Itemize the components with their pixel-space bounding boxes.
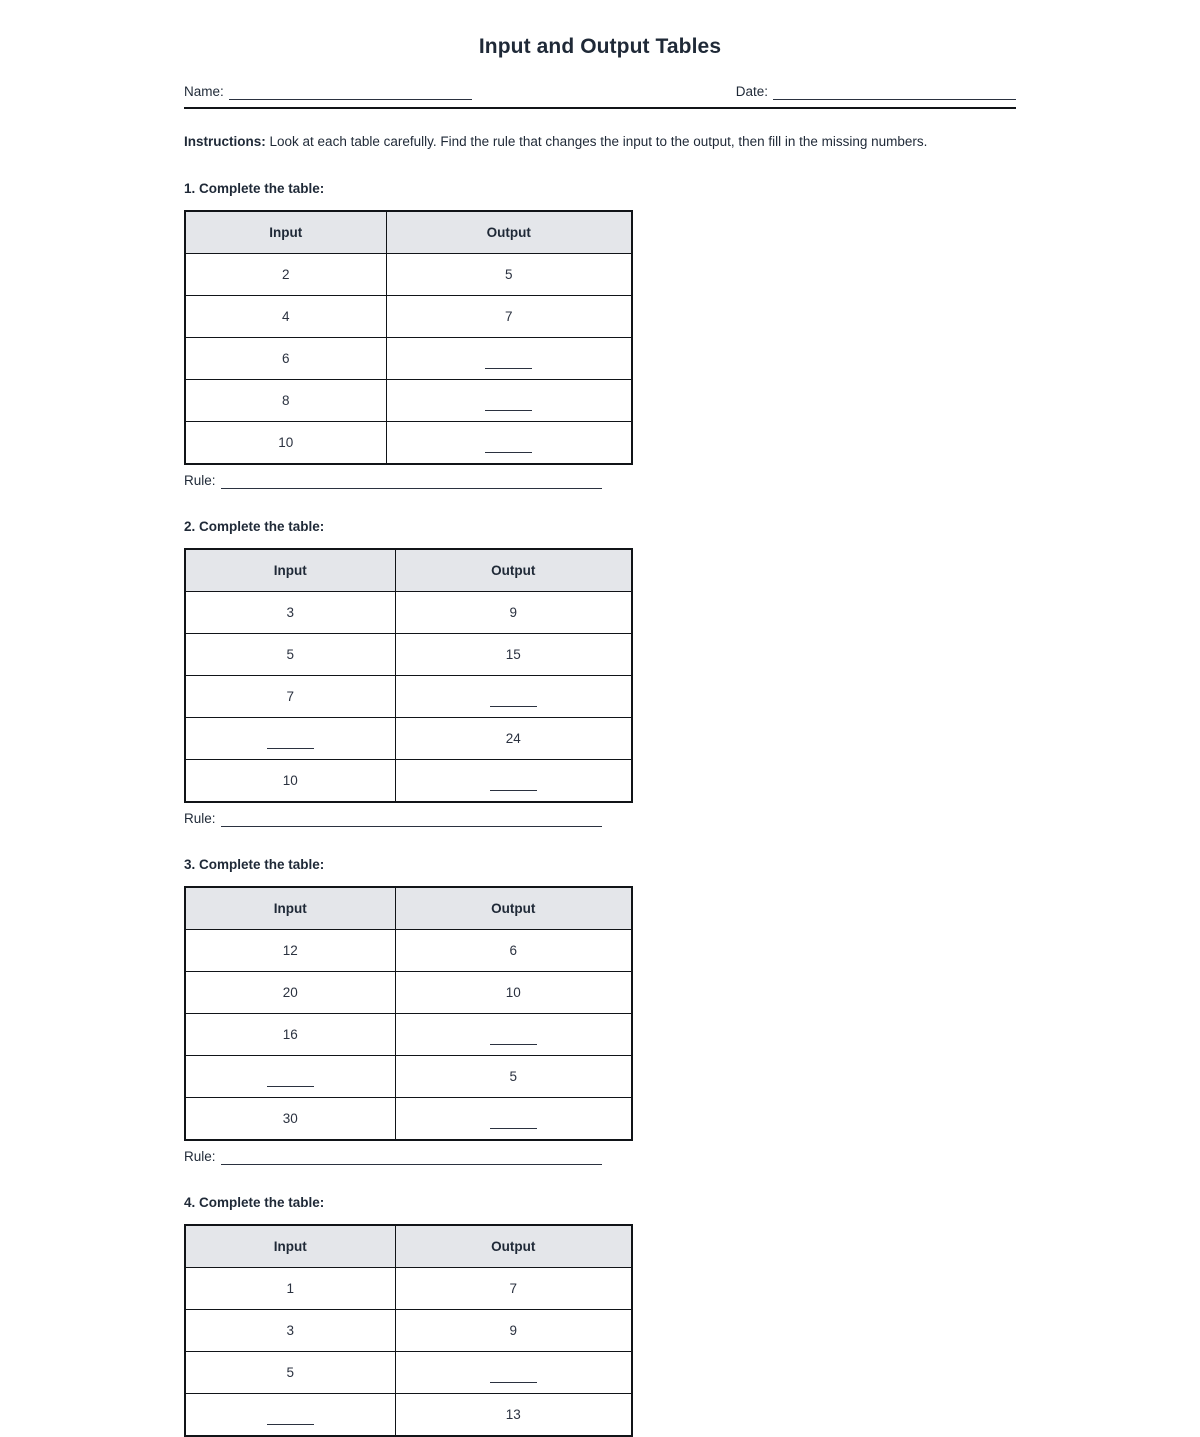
instructions-label: Instructions: [184, 134, 266, 149]
output-value: 15 [505, 647, 521, 662]
table-header-row [185, 211, 632, 254]
table-row [185, 718, 632, 760]
problem-2-rule-row [184, 811, 1016, 827]
table-row [185, 1310, 632, 1352]
table-row [185, 972, 632, 1014]
input-cell[interactable] [185, 592, 395, 634]
output-cell[interactable] [395, 718, 632, 760]
output-cell[interactable] [386, 380, 632, 422]
input-cell[interactable] [185, 380, 386, 422]
problem-1 [184, 180, 1016, 489]
table-row [185, 1098, 632, 1141]
column-header-input: Input [185, 549, 395, 592]
column-header-input: Input [185, 887, 395, 930]
input-cell[interactable] [185, 296, 386, 338]
input-cell[interactable] [185, 1056, 395, 1098]
output-cell[interactable] [395, 676, 632, 718]
problem-2-heading: 2. Complete the table: [184, 519, 325, 534]
output-cell[interactable] [395, 1310, 632, 1352]
input-value: 4 [281, 309, 290, 324]
input-value: 6 [281, 351, 290, 366]
input-value: 10 [278, 435, 294, 450]
input-value: 5 [286, 1365, 294, 1380]
problem-4 [184, 1194, 1016, 1437]
header-divider [184, 107, 1016, 109]
column-header-output: Output [395, 887, 632, 930]
output-cell[interactable] [395, 634, 632, 676]
input-cell[interactable] [185, 1352, 395, 1394]
input-cell[interactable] [185, 972, 395, 1014]
input-value: 3 [286, 1323, 294, 1338]
output-cell[interactable] [395, 760, 632, 803]
problem-4-heading: 4. Complete the table: [184, 1195, 325, 1210]
page-title: Input and Output Tables [478, 35, 722, 58]
output-cell[interactable] [395, 1268, 632, 1310]
answer-blank[interactable] [485, 452, 532, 453]
column-header-output: Output [386, 211, 632, 254]
problem-2 [184, 518, 1016, 827]
problem-3 [184, 856, 1016, 1165]
instructions [184, 133, 1016, 151]
table-header-row [185, 887, 632, 930]
output-cell[interactable] [386, 338, 632, 380]
column-header-input: Input [185, 211, 386, 254]
answer-blank[interactable] [490, 1128, 537, 1129]
table-row [185, 1056, 632, 1098]
input-value: 8 [281, 393, 290, 408]
output-value: 6 [509, 943, 517, 958]
input-cell[interactable] [185, 1014, 395, 1056]
problem-1-heading: 1. Complete the table: [184, 181, 325, 196]
answer-blank[interactable] [490, 790, 537, 791]
input-cell[interactable] [185, 634, 395, 676]
rule-input[interactable] [221, 474, 602, 489]
column-header-input: Input [185, 1225, 395, 1268]
rule-label: Rule: [184, 473, 216, 488]
input-value: 7 [286, 689, 294, 704]
output-cell[interactable] [395, 1014, 632, 1056]
date-label: Date: [735, 84, 768, 99]
table-header-row [185, 1225, 632, 1268]
output-cell[interactable] [395, 930, 632, 972]
output-value: 13 [505, 1407, 521, 1422]
output-cell[interactable] [395, 1352, 632, 1394]
output-value: 7 [509, 1281, 517, 1296]
problem-3-heading: 3. Complete the table: [184, 857, 325, 872]
rule-input[interactable] [221, 1150, 602, 1165]
output-cell[interactable] [395, 592, 632, 634]
table-row [185, 296, 632, 338]
name-field-group [184, 84, 472, 100]
table-row [185, 422, 632, 465]
answer-blank[interactable] [267, 748, 314, 749]
column-header-output: Output [395, 1225, 632, 1268]
table-row [185, 1268, 632, 1310]
input-value: 5 [286, 647, 294, 662]
date-input[interactable] [773, 85, 1016, 100]
answer-blank[interactable] [490, 706, 537, 707]
problem-3-rule-row [184, 1149, 1016, 1165]
table-row [185, 254, 632, 296]
table-header-row [185, 549, 632, 592]
table-row [185, 676, 632, 718]
table-row [185, 930, 632, 972]
input-value: 12 [282, 943, 298, 958]
input-cell[interactable] [185, 1310, 395, 1352]
name-input[interactable] [229, 85, 472, 100]
input-value: 30 [282, 1111, 298, 1126]
rule-label: Rule: [184, 1149, 216, 1164]
table-row [185, 338, 632, 380]
table-row [185, 380, 632, 422]
problem-1-table [184, 210, 633, 465]
name-label: Name: [184, 84, 224, 99]
problem-3-table [184, 886, 633, 1141]
input-value: 1 [286, 1281, 294, 1296]
table-row [185, 634, 632, 676]
input-value: 20 [282, 985, 298, 1000]
date-field-group [736, 84, 1016, 100]
output-value: 5 [509, 1069, 517, 1084]
problem-1-rule-row [184, 473, 1016, 489]
input-value: 3 [286, 605, 294, 620]
instructions-text: Look at each table carefully. Find the rule that changes the input to the output, then fill in the missing numbers. [265, 134, 928, 149]
answer-blank[interactable] [267, 1086, 314, 1087]
answer-blank[interactable] [485, 410, 532, 411]
table-row [185, 1014, 632, 1056]
output-cell[interactable] [395, 1098, 632, 1141]
output-value: 9 [509, 1323, 517, 1338]
input-cell[interactable] [185, 254, 386, 296]
output-value: 7 [504, 309, 513, 324]
name-date-row [184, 84, 1016, 100]
answer-blank[interactable] [485, 368, 532, 369]
input-value: 10 [282, 773, 298, 788]
problem-4-table [184, 1224, 633, 1437]
output-cell[interactable] [386, 296, 632, 338]
rule-input[interactable] [221, 812, 602, 827]
input-cell[interactable] [185, 1098, 395, 1141]
table-row [185, 1352, 632, 1394]
output-value: 9 [509, 605, 517, 620]
input-cell[interactable] [185, 676, 395, 718]
output-value: 5 [504, 267, 513, 282]
output-cell[interactable] [395, 1056, 632, 1098]
input-cell[interactable] [185, 338, 386, 380]
answer-blank[interactable] [490, 1382, 537, 1383]
input-cell[interactable] [185, 718, 395, 760]
input-cell[interactable] [185, 1268, 395, 1310]
output-value: 10 [505, 985, 521, 1000]
input-value: 2 [281, 267, 290, 282]
output-cell[interactable] [386, 254, 632, 296]
answer-blank[interactable] [267, 1424, 314, 1425]
input-value: 16 [282, 1027, 298, 1042]
output-value: 24 [505, 731, 521, 746]
column-header-output: Output [395, 549, 632, 592]
input-cell[interactable] [185, 930, 395, 972]
rule-label: Rule: [184, 811, 216, 826]
input-cell[interactable] [185, 422, 386, 465]
answer-blank[interactable] [490, 1044, 537, 1045]
output-cell[interactable] [386, 422, 632, 465]
problem-2-table [184, 548, 633, 803]
table-row [185, 760, 632, 803]
table-row [185, 592, 632, 634]
output-cell[interactable] [395, 972, 632, 1014]
input-cell[interactable] [185, 760, 395, 803]
